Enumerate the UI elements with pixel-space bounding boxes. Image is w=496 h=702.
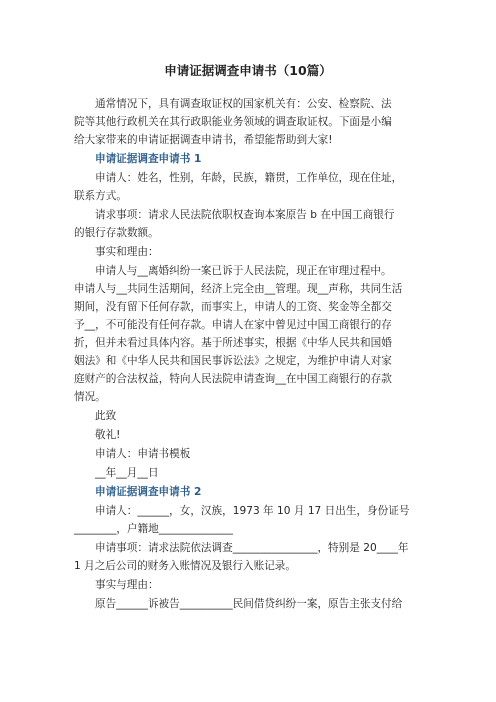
facts-line: 原告______诉被告__________民间借贷纠纷一案，原告主张支付给: [95, 598, 403, 610]
applicant-line: 申请人：姓名，性别，年龄，民族，籍贯，工作单位，现在住址，: [95, 172, 403, 184]
signature-line: 申请人：申请书模板: [95, 448, 191, 460]
facts-line: 申请人与__共同生活期间，经济上完全由__管理。现__声称，共同生活: [74, 283, 403, 295]
section-heading: 申请证据调查申请书 1: [95, 153, 202, 165]
closing-line: 敬礼!: [95, 429, 121, 441]
facts-label: 事实与理由：: [95, 579, 159, 591]
date-line: __年__月__日: [95, 467, 159, 479]
closing-line: 此致: [95, 410, 117, 422]
facts-line: 予__，不可能没有任何存款。申请人在家中曾见过中国工商银行的存: [74, 319, 392, 331]
facts-line: 期间，没有留下任何存款，而事实上，申请人的工资、奖金等全都交: [74, 301, 392, 313]
intro-line: 给大家带来的申请证据调查申请书，希望能帮助到大家!: [74, 134, 333, 146]
request-line: 的银行存款数额。: [74, 227, 159, 239]
request-line: 请求事项：请求人民法院依职权查询本案原告 b 在中国工商银行: [95, 209, 395, 221]
facts-line: 情况。: [74, 391, 106, 403]
facts-label: 事实和理由：: [95, 246, 159, 258]
applicant-line: 联系方式。: [74, 190, 127, 202]
document-title: 申请证据调查申请书（10篇）: [164, 63, 332, 78]
applicant-line: ________，户籍地______________: [74, 523, 233, 535]
facts-line: 姻法》和《中华人民共和国民事诉讼法》之规定，为维护申请人对家: [74, 355, 392, 367]
intro-line: 院等其他行政机关在其行政职能业务领域的调查取证权。下面是小编: [74, 116, 392, 128]
facts-line: 庭财产的合法权益，特向人民法院申请查询__在中国工商银行的存款: [74, 373, 392, 385]
facts-line: 折，但并未看过具体内容。基于所述事实，根据《中华人民共和国婚: [74, 337, 392, 349]
request-line: 申请事项：请求法院依法调查________________，特别是 20____年: [95, 542, 409, 554]
intro-line: 通常情况下，具有调查取证权的国家机关有：公安、检察院、法: [95, 98, 392, 110]
request-line: 1 月之后公司的财务入账情况及银行入账记录。: [74, 560, 296, 572]
section-heading: 申请证据调查申请书 2: [95, 486, 202, 498]
facts-line: 申请人与__离婚纠纷一案已诉于人民法院，现正在审理过程中。: [95, 265, 392, 277]
applicant-line: 申请人：______，女，汉族，1973 年 10 月 17 日出生，身份证号: [95, 505, 410, 517]
